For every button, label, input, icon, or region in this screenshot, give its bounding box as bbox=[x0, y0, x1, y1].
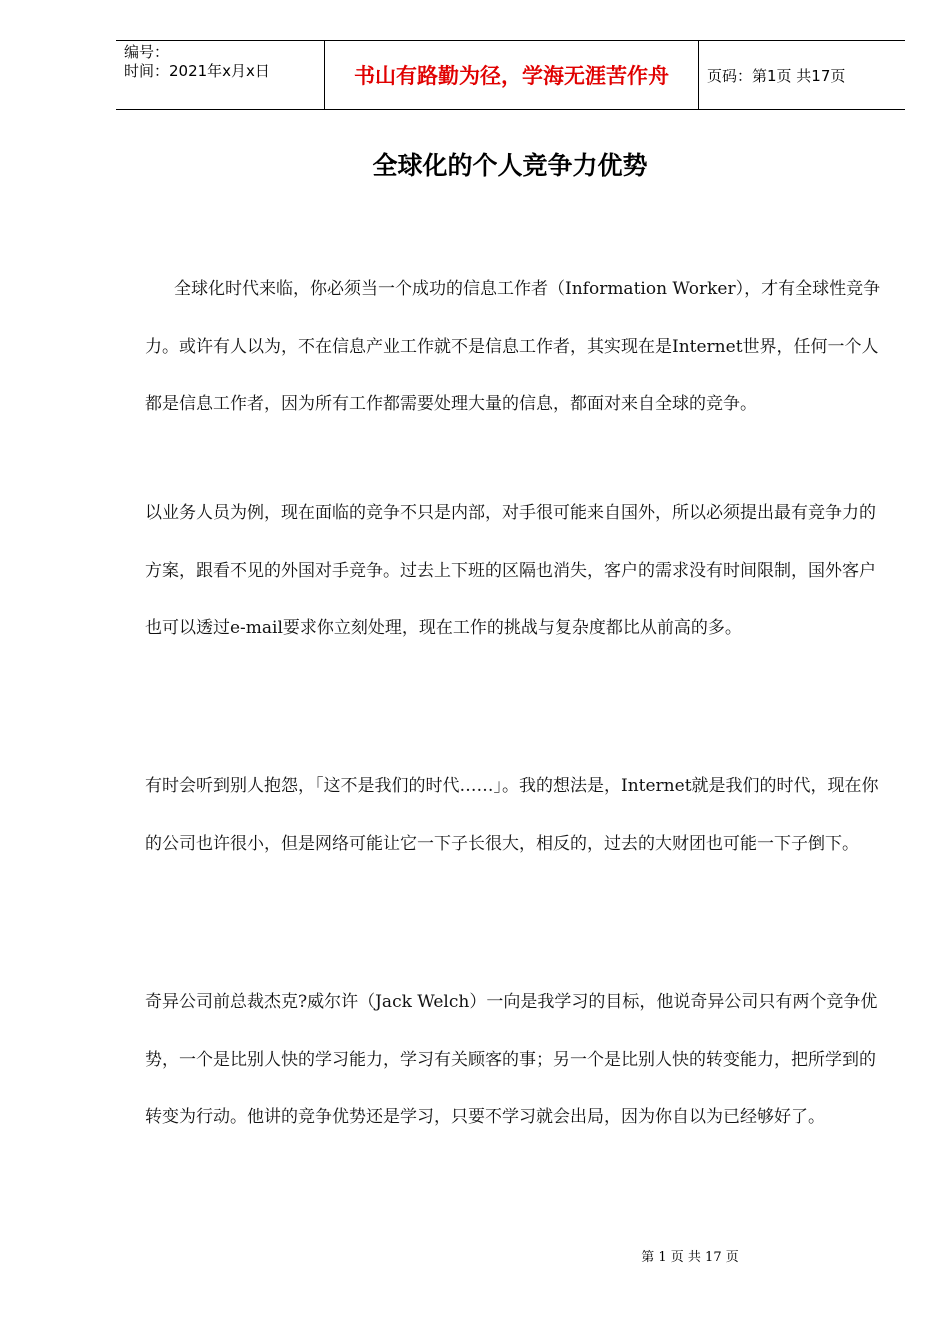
header-motto: 书山有路勤为径，学海无涯苦作舟 bbox=[325, 41, 699, 109]
paragraph-3: 有时会听到别人抱怨，「这不是我们的时代……」。我的想法是，Internet就是我们的时代，现在你的公司也许很小，但是网络可能让它一下子长很大，相反的，过去的大财团也可能一下子倒下。 bbox=[145, 776, 879, 854]
header-page-info: 页码：第1页 共17页 bbox=[707, 66, 846, 85]
paragraph-2: 以业务人员为例，现在面临的竞争不只是内部，对手很可能来自国外，所以必须提出最有竞争力的方案，跟看不见的外国对手竞争。过去上下班的区隔也消失，客户的需求没有时间限制，国外客户也可以透过e-mail要求你立刻处理，现在工作的挑战与复杂度都比从前高的多。 bbox=[145, 503, 876, 638]
header-meta bbox=[116, 41, 325, 109]
paragraph-1: 全球化时代来临，你必须当一个成功的信息工作者（Information Worker），才有全球性竞争力。或许有人以为，不在信息产业工作就不是信息工作者，其实现在是Internet世界，任何一个人都是信息工作者，因为所有工作都需要处理大量的信息，都面对来自全球的竞争。 bbox=[145, 279, 881, 414]
paragraph-4: 奇异公司前总裁杰克?威尔许（Jack Welch）一向是我学习的目标，他说奇异公司只有两个竞争优势，一个是比别人快的学习能力，学习有关顾客的事；另一个是比别人快的转变能力，把所学到的转变为行动。他讲的竞争优势还是学习，只要不学习就会出局，因为你自以为已经够好了。 bbox=[145, 992, 878, 1127]
document-title: 全球化的个人竞争力优势 bbox=[372, 151, 648, 180]
page-header bbox=[116, 40, 905, 110]
number-label: 编号： bbox=[124, 43, 170, 61]
time-label: 时间：2021年x月x日 bbox=[124, 62, 270, 80]
page-footer: 第 1 页 共 17 页 bbox=[641, 1250, 739, 1265]
